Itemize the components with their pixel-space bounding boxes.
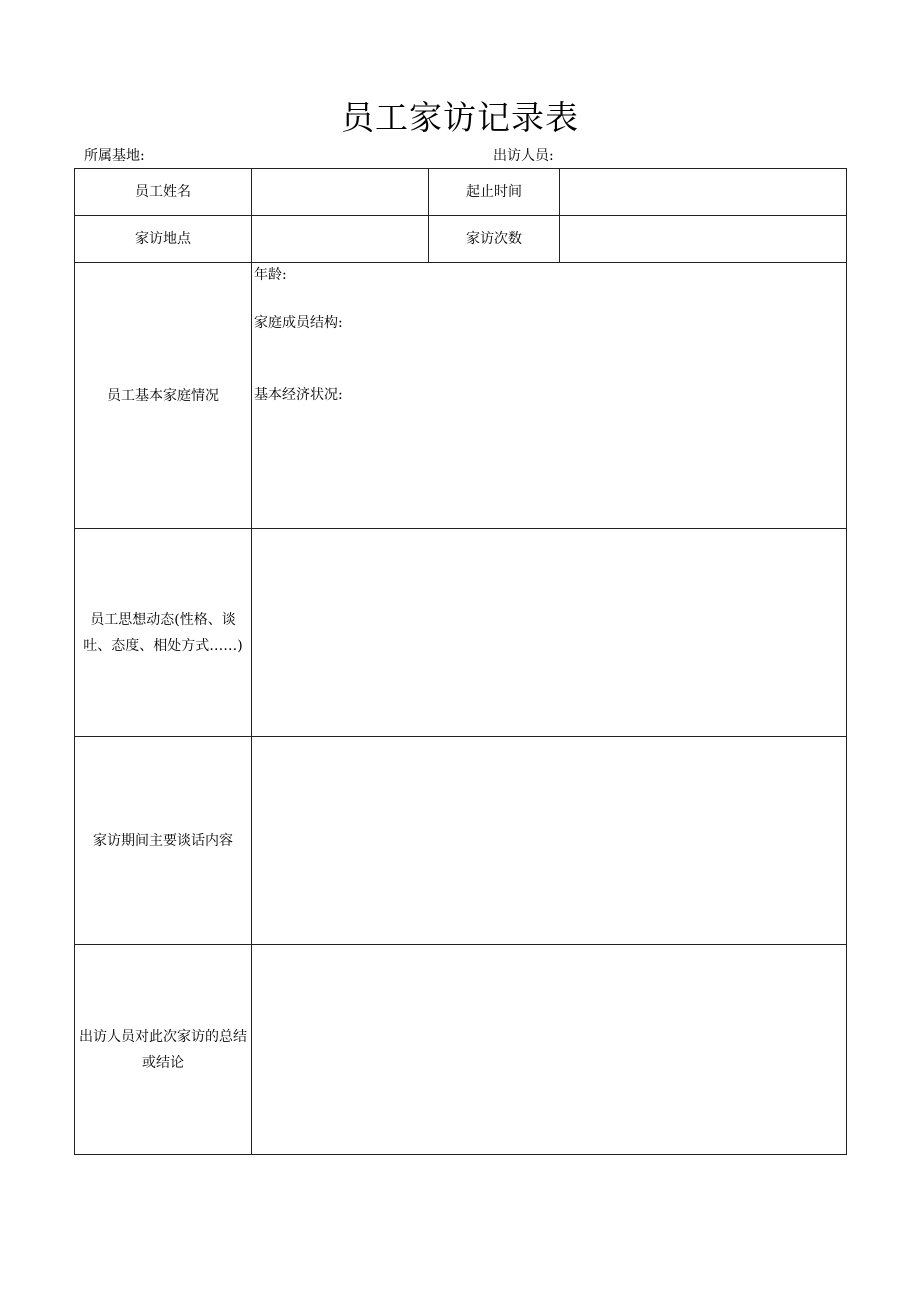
conversation-label: 家访期间主要谈话内容 bbox=[75, 737, 252, 945]
age-label: 年龄: bbox=[254, 267, 287, 283]
table-row bbox=[75, 945, 847, 1155]
table-row bbox=[75, 169, 847, 216]
visit-record-table bbox=[74, 168, 847, 1155]
summary-label: 出访人员对此次家访的总结或结论 bbox=[75, 945, 252, 1155]
visit-location-label: 家访地点 bbox=[75, 216, 252, 263]
employee-name-field[interactable] bbox=[252, 169, 429, 216]
visitor-label: 出访人员: bbox=[493, 148, 554, 164]
table-row bbox=[75, 529, 847, 737]
summary-field[interactable] bbox=[252, 945, 847, 1155]
visit-location-field[interactable] bbox=[252, 216, 429, 263]
conversation-field[interactable] bbox=[252, 737, 847, 945]
base-label: 所属基地: bbox=[84, 148, 145, 164]
thoughts-field[interactable] bbox=[252, 529, 847, 737]
visit-count-field[interactable] bbox=[560, 216, 847, 263]
family-structure-label: 家庭成员结构: bbox=[254, 315, 343, 331]
start-end-time-field[interactable] bbox=[560, 169, 847, 216]
table-row bbox=[75, 216, 847, 263]
economic-status-label: 基本经济状况: bbox=[254, 387, 343, 403]
family-situation-label: 员工基本家庭情况 bbox=[75, 263, 252, 529]
page-title: 员工家访记录表 bbox=[341, 98, 579, 137]
family-situation-field[interactable] bbox=[252, 263, 847, 529]
table-row bbox=[75, 263, 847, 529]
employee-name-label: 员工姓名 bbox=[75, 169, 252, 216]
visit-count-label: 家访次数 bbox=[429, 216, 560, 263]
thoughts-label: 员工思想动态(性格、谈吐、态度、相处方式……) bbox=[75, 529, 252, 737]
table-row bbox=[75, 737, 847, 945]
start-end-time-label: 起止时间 bbox=[429, 169, 560, 216]
